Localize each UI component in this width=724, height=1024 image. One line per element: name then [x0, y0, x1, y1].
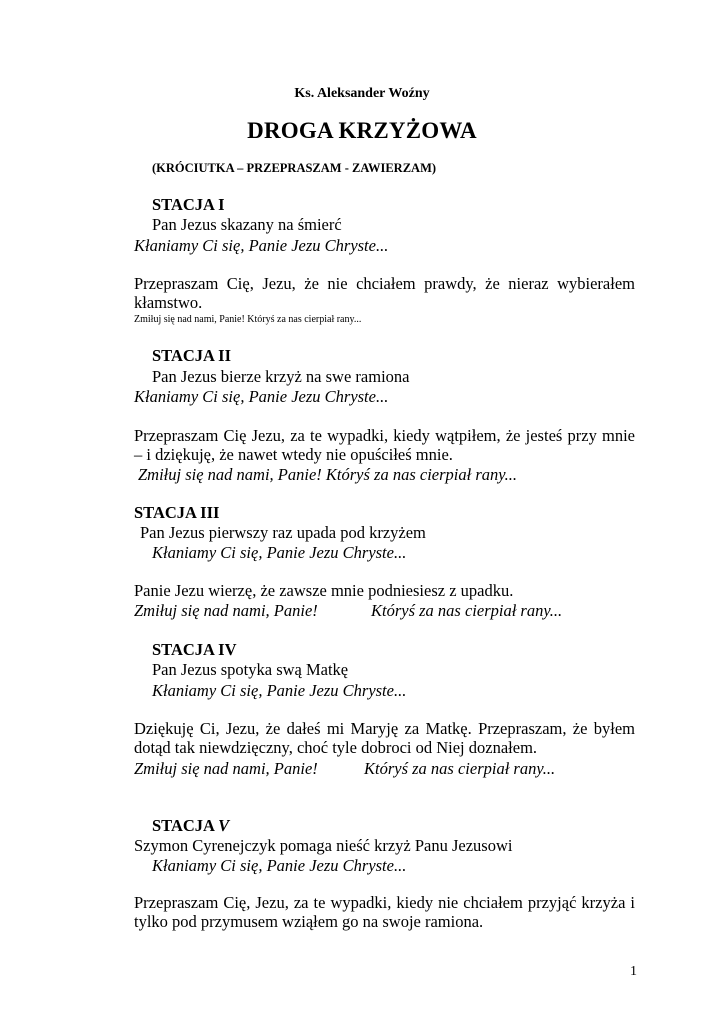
author: Ks. Aleksander Woźny — [294, 86, 430, 101]
station-5-heading — [152, 816, 229, 836]
station-4-response-a: Zmiłuj się nad nami, Panie! — [134, 759, 318, 778]
station-1-heading: STACJA I — [152, 195, 225, 214]
station-4-prayer: Dziękuję Ci, Jezu, że dałeś mi Maryję za Matkę. Przepraszam, że byłem dotąd tak niewdzięczny, choć tyle dobroci od Niej doznałem. — [134, 719, 635, 757]
station-3-response-b: Któryś za nas cierpiał rany... — [371, 601, 563, 620]
station-2-prayer: Przepraszam Cię Jezu, za te wypadki, kiedy wątpiłem, że jesteś przy mnie – i dziękuję, że nawet wtedy nie opuściłeś mnie. — [134, 426, 635, 464]
station-3-heading: STACJA III — [134, 503, 220, 522]
station-3-prayer: Panie Jezu wierzę, że zawsze mnie podniesiesz z upadku. — [134, 581, 514, 600]
station-3-response-a: Zmiłuj się nad nami, Panie! — [134, 601, 318, 620]
station-4-acclamation: Kłaniamy Ci się, Panie Jezu Chryste... — [152, 681, 407, 700]
station-5-prayer: Przepraszam Cię, Jezu, za te wypadki, kiedy nie chciałem przyjąć krzyża i tylko pod przymusem wziąłem go na swoje ramiona. — [134, 893, 635, 931]
document-title: DROGA KRZYŻOWA — [247, 118, 477, 143]
station-1-name: Pan Jezus skazany na śmierć — [152, 215, 342, 234]
station-2-acclamation: Kłaniamy Ci się, Panie Jezu Chryste... — [134, 387, 389, 406]
station-2-response: Zmiłuj się nad nami, Panie! Któryś za nas cierpiał rany... — [138, 465, 518, 484]
station-3-acclamation: Kłaniamy Ci się, Panie Jezu Chryste... — [152, 543, 407, 562]
station-2-name: Pan Jezus bierze krzyż na swe ramiona — [152, 367, 410, 386]
station-1-response: Zmiłuj się nad nami, Panie! Któryś za nas cierpiał rany... — [134, 314, 362, 325]
station-4-name: Pan Jezus spotyka swą Matkę — [152, 660, 349, 679]
station-3-name: Pan Jezus pierwszy raz upada pod krzyżem — [140, 523, 426, 542]
station-4-response-b: Któryś za nas cierpiał rany... — [364, 759, 556, 778]
document-subtitle: (KRÓCIUTKA – PRZEPRASZAM - ZAWIERZAM) — [152, 161, 437, 175]
station-5-acclamation: Kłaniamy Ci się, Panie Jezu Chryste... — [152, 856, 407, 875]
station-5-heading-numeral: V — [218, 816, 230, 835]
station-2-heading: STACJA II — [152, 346, 232, 365]
station-1-prayer: Przepraszam Cię, Jezu, że nie chciałem prawdy, że nieraz wybierałem kłamstwo. — [134, 274, 635, 312]
station-1-acclamation: Kłaniamy Ci się, Panie Jezu Chryste... — [134, 236, 389, 255]
station-5-heading-text: STACJA — [152, 816, 215, 835]
station-4-heading: STACJA IV — [152, 640, 237, 659]
station-5-name: Szymon Cyrenejczyk pomaga nieść krzyż Panu Jezusowi — [134, 836, 513, 855]
page-number: 1 — [630, 964, 637, 979]
